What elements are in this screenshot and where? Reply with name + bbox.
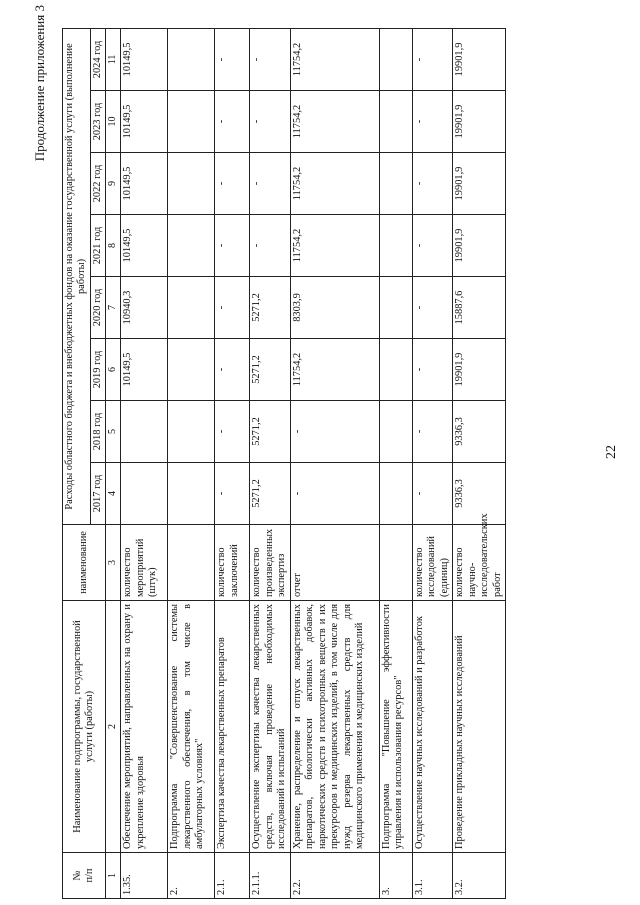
row-indicator: количество исследований (единиц) xyxy=(412,525,452,601)
row-value xyxy=(379,91,412,153)
row-value: - xyxy=(412,277,452,339)
header-indicator: наименование xyxy=(63,525,106,601)
expenses-table xyxy=(62,28,506,899)
continuation-note: Продолжение приложения 3 xyxy=(32,5,47,162)
header-year: 2023 год xyxy=(90,91,105,153)
table-row xyxy=(215,28,250,898)
header-year: 2019 год xyxy=(90,339,105,401)
table-row xyxy=(250,28,290,898)
col-number: 3 xyxy=(106,525,121,601)
row-value: - xyxy=(250,153,290,215)
row-value: - xyxy=(412,215,452,277)
row-value: - xyxy=(412,28,452,90)
row-value: - xyxy=(412,339,452,401)
table-row xyxy=(290,28,379,898)
header-year: 2021 год xyxy=(90,215,105,277)
row-indicator xyxy=(379,525,412,601)
col-number: 7 xyxy=(106,277,121,339)
row-title: Подпрограмма "Совершенствование системы лекарственного обеспечения, в том числе в амбулаторных условиях" xyxy=(168,601,215,853)
row-value xyxy=(168,215,215,277)
col-number: 6 xyxy=(106,339,121,401)
row-value: 9336,3 xyxy=(453,401,506,463)
row-value xyxy=(121,463,168,525)
col-number: 10 xyxy=(106,91,121,153)
row-value: 10149,5 xyxy=(121,91,168,153)
row-indicator: количество произведенных экспертиз xyxy=(250,525,290,601)
row-value: 5271,2 xyxy=(250,463,290,525)
row-value: 10149,5 xyxy=(121,215,168,277)
row-value: - xyxy=(215,28,250,90)
row-value: - xyxy=(215,339,250,401)
row-num: 2.1. xyxy=(215,853,250,899)
header-year: 2020 год xyxy=(90,277,105,339)
page-number: 22 xyxy=(604,445,619,459)
row-value: - xyxy=(250,91,290,153)
header-year: 2018 год xyxy=(90,401,105,463)
row-value xyxy=(379,277,412,339)
row-indicator: количество научно-исследовательских работ xyxy=(453,525,506,601)
row-value xyxy=(168,401,215,463)
row-num: 2. xyxy=(168,853,215,899)
row-value: - xyxy=(290,463,379,525)
table-row xyxy=(412,28,452,898)
header-year: 2022 год xyxy=(90,153,105,215)
row-value: - xyxy=(215,215,250,277)
row-value: 5271,2 xyxy=(250,401,290,463)
header-row-1 xyxy=(63,28,91,898)
table-row xyxy=(121,28,168,898)
row-indicator xyxy=(168,525,215,601)
row-value: 19901,9 xyxy=(453,215,506,277)
row-value: 15887,6 xyxy=(453,277,506,339)
row-indicator: количество мероприятий (штук) xyxy=(121,525,168,601)
header-row-col-numbers xyxy=(106,28,121,898)
row-value: 5271,2 xyxy=(250,339,290,401)
row-num: 2.2. xyxy=(290,853,379,899)
col-number: 2 xyxy=(106,601,121,853)
row-value: - xyxy=(412,463,452,525)
row-value xyxy=(379,215,412,277)
header-expenses: Расходы областного бюджета и внебюджетных фондов на оказание государственной услуги (выполнение работы) xyxy=(63,28,91,524)
row-value: 10149,5 xyxy=(121,339,168,401)
row-value: 11754,2 xyxy=(290,215,379,277)
header-name: Наименование подпрограммы, государственной услуги (работы) xyxy=(63,601,106,853)
row-num: 2.1.1. xyxy=(250,853,290,899)
table-row xyxy=(453,28,506,898)
col-number: 1 xyxy=(106,853,121,899)
table-row xyxy=(379,28,412,898)
row-title: Осуществление экспертизы качества лекарственных средств, включая проведение необходимых исследований и испытаний xyxy=(250,601,290,853)
row-value xyxy=(168,277,215,339)
row-value: 11754,2 xyxy=(290,153,379,215)
row-value xyxy=(168,463,215,525)
row-value xyxy=(168,339,215,401)
row-value xyxy=(168,153,215,215)
row-value: 19901,9 xyxy=(453,91,506,153)
row-value xyxy=(379,153,412,215)
col-number: 11 xyxy=(106,28,121,90)
row-value: - xyxy=(412,153,452,215)
row-title: Экспертиза качества лекарственных препаратов xyxy=(215,601,250,853)
header-num: № п/п xyxy=(63,853,106,899)
row-value: - xyxy=(215,401,250,463)
row-value: 11754,2 xyxy=(290,91,379,153)
row-value: - xyxy=(412,401,452,463)
header-year: 2017 год xyxy=(90,463,105,525)
row-value: 11754,2 xyxy=(290,339,379,401)
row-value: 19901,9 xyxy=(453,339,506,401)
row-num: 3. xyxy=(379,853,412,899)
row-indicator: отчет xyxy=(290,525,379,601)
row-value: - xyxy=(215,463,250,525)
row-value: 8303,9 xyxy=(290,277,379,339)
row-value: - xyxy=(215,277,250,339)
row-value: 10149,5 xyxy=(121,153,168,215)
row-indicator: количество заключений xyxy=(215,525,250,601)
row-value: - xyxy=(290,401,379,463)
row-value: - xyxy=(250,28,290,90)
row-value: 19901,9 xyxy=(453,153,506,215)
col-number: 9 xyxy=(106,153,121,215)
row-value xyxy=(168,91,215,153)
row-title: Осуществление научных исследований и разработок xyxy=(412,601,452,853)
row-value: - xyxy=(215,153,250,215)
row-value: 19901,9 xyxy=(453,28,506,90)
row-num: 1.35. xyxy=(121,853,168,899)
row-value xyxy=(168,28,215,90)
row-title: Хранение, распределение и отпуск лекарственных препаратов, биологически активных добавок, наркотических средств и психотропных веществ и их прекурсоров и медицинских изделий, в том числе для нужд резерва лекарственных средств для медицинского применения и медицинских изделий xyxy=(290,601,379,853)
row-value: - xyxy=(250,215,290,277)
row-value: 10149,5 xyxy=(121,28,168,90)
row-value xyxy=(121,401,168,463)
row-value: - xyxy=(412,91,452,153)
table-row xyxy=(168,28,215,898)
row-value: - xyxy=(215,91,250,153)
col-number: 8 xyxy=(106,215,121,277)
row-value: 5271,2 xyxy=(250,277,290,339)
row-value xyxy=(379,28,412,90)
col-number: 5 xyxy=(106,401,121,463)
row-num: 3.2. xyxy=(453,853,506,899)
row-num: 3.1. xyxy=(412,853,452,899)
row-value: 11754,2 xyxy=(290,28,379,90)
header-year: 2024 год xyxy=(90,28,105,90)
row-value: 9336,3 xyxy=(453,463,506,525)
row-title: Обеспечение мероприятий, направленных на охрану и укрепление здоровья xyxy=(121,601,168,853)
row-title: Подпрограмма "Повышение эффективности управления и использования ресурсов" xyxy=(379,601,412,853)
row-value: 10940,3 xyxy=(121,277,168,339)
row-value xyxy=(379,339,412,401)
row-title: Проведение прикладных научных исследований xyxy=(453,601,506,853)
row-value xyxy=(379,463,412,525)
row-value xyxy=(379,401,412,463)
col-number: 4 xyxy=(106,463,121,525)
